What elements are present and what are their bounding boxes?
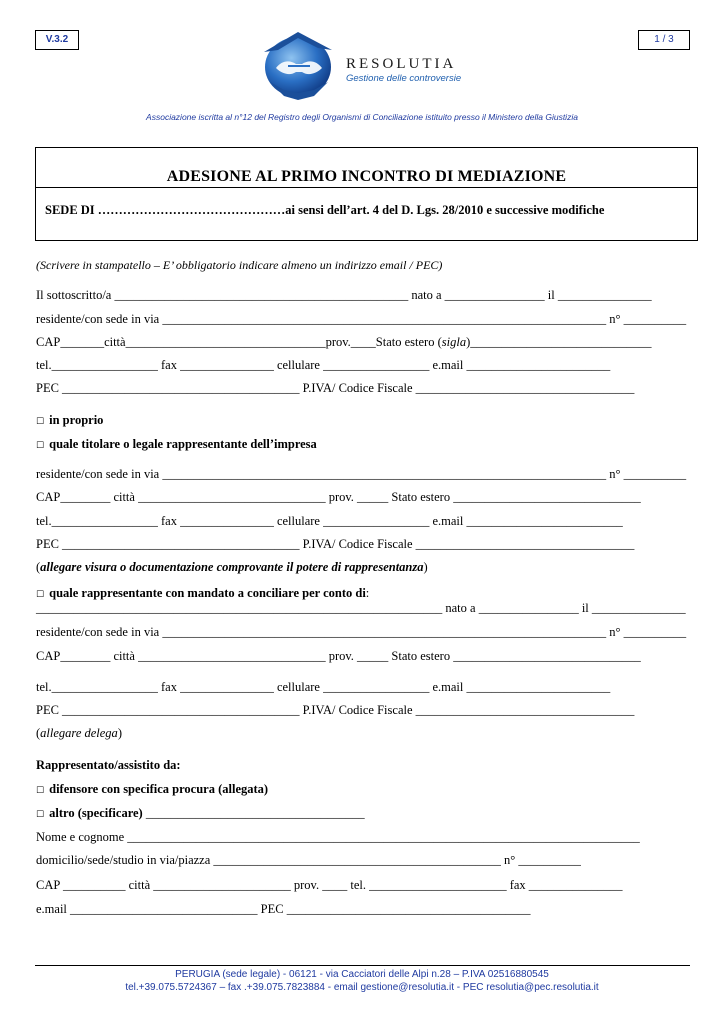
delega-note-text: allegare delega — [40, 726, 118, 740]
sigla-label: sigla — [441, 335, 467, 349]
option-other-label: altro (specificare) — [49, 806, 143, 820]
association-note: Associazione iscritta al n°12 del Registro degli Organismi di Conciliazione istituito presso il Ministero della Giustizia — [146, 112, 578, 122]
represented-residence-field[interactable]: residente/con sede in via _______________________________________________________________________ n° __________ — [36, 625, 687, 639]
assistant-name-field[interactable]: Nome e cognome __________________________________________________________________________________ — [36, 830, 640, 844]
assistant-address-field[interactable]: domicilio/sede/studio in via/piazza ______________________________________________ n° __________ — [36, 853, 581, 867]
option-own-label: in proprio — [49, 413, 104, 427]
brand-name: RESOLUTIA — [346, 56, 457, 72]
checkbox-icon[interactable]: ☐ — [36, 786, 45, 796]
residence-field[interactable]: residente/con sede in via _______________________________________________________________________ n° __________ — [36, 312, 687, 326]
option-own-behalf[interactable] — [36, 413, 103, 429]
cap-city-text: CAP_______città________________________________prov.____Stato estero ( — [36, 335, 442, 349]
option-other-line: ___________________________________ — [142, 806, 365, 820]
option-mandate-label: quale rappresentante con mandato a conciliare per conto di — [49, 586, 366, 600]
document-title: ADESIONE AL PRIMO INCONTRO DI MEDIAZIONE — [166, 168, 567, 185]
foreign-state-line: )_____________________________ — [466, 335, 652, 349]
brand-tagline: Gestione delle controversie — [346, 73, 462, 84]
checkbox-icon[interactable]: ☐ — [36, 417, 45, 427]
handshake-globe-icon — [258, 30, 340, 100]
checkbox-icon[interactable]: ☐ — [36, 441, 45, 451]
instruction-note: (Scrivere in stampatello – E’ obbligatorio indicare almeno un indirizzo email / PEC) — [36, 258, 443, 272]
option-legal-rep[interactable] — [36, 437, 317, 453]
title-box — [35, 147, 698, 241]
sede-line: SEDE DI ………………………………………ai sensi dell’art. 4 del D. Lgs. 28/2010 e successive modifiche — [45, 203, 605, 217]
page-number: 1 / 3 — [638, 30, 690, 50]
footer-divider — [35, 965, 690, 966]
company-contact-field[interactable]: tel._________________ fax _______________ cellulare _________________ e.mail _________________________ — [36, 514, 623, 528]
represented-cap-city-field[interactable]: CAP________ città ______________________________ prov. _____ Stato estero ______________________________ — [36, 649, 641, 663]
cap-city-field[interactable] — [36, 335, 652, 349]
visura-note: (allegare visura o documentazione comprovante il potere di rappresentanza) — [36, 560, 428, 574]
option-mandate[interactable]: ☐ quale rappresentante con mandato a conciliare per conto di: — [36, 586, 370, 600]
contact-field[interactable]: tel._________________ fax _______________ cellulare _________________ e.mail _______________________ — [36, 358, 611, 372]
footer-address: PERUGIA (sede legale) - 06121 - via Cacciatori delle Alpi n.28 – P.IVA 02516880545 — [175, 969, 549, 980]
option-defender-label: difensore con specifica procura (allegata) — [49, 782, 269, 796]
company-residence-field[interactable]: residente/con sede in via _______________________________________________________________________ n° __________ — [36, 467, 687, 481]
assistant-email-pec-field[interactable]: e.mail ______________________________ PEC _______________________________________ — [36, 902, 531, 916]
version-label: V.3.2 — [35, 30, 79, 50]
pec-vat-field[interactable]: PEC ______________________________________ P.IVA/ Codice Fiscale ___________________________________ — [36, 381, 635, 395]
undersigned-field[interactable]: Il sottoscritto/a _______________________________________________ nato a ________________ il _______________ — [36, 288, 652, 302]
assisted-heading: Rappresentato/assistito da: — [36, 758, 181, 772]
represented-pec-vat-field[interactable]: PEC ______________________________________ P.IVA/ Codice Fiscale ___________________________________ — [36, 703, 635, 717]
option-defender[interactable] — [36, 782, 268, 798]
company-cap-city-field[interactable]: CAP________ città ______________________________ prov. _____ Stato estero ______________________________ — [36, 490, 641, 504]
resolutia-logo — [258, 30, 478, 100]
visura-note-text: allegare visura o documentazione comprovante il potere di rappresentanza — [40, 560, 424, 574]
company-pec-vat-field[interactable]: PEC ______________________________________ P.IVA/ Codice Fiscale ___________________________________ — [36, 537, 635, 551]
assistant-cap-contact-field[interactable]: CAP __________ città ______________________ prov. ____ tel. ______________________ fax _______________ — [36, 878, 623, 892]
represented-name-field[interactable]: _________________________________________________________________ nato a ________________ il _______________ — [36, 601, 686, 615]
option-other[interactable] — [36, 806, 365, 822]
checkbox-icon[interactable]: ☐ — [36, 590, 45, 600]
delega-note: (allegare delega) — [36, 726, 122, 740]
option-legal-rep-label: quale titolare o legale rappresentante dell’impresa — [49, 437, 317, 451]
represented-contact-field[interactable]: tel._________________ fax _______________ cellulare _________________ e.mail _______________________ — [36, 680, 611, 694]
title-header — [36, 148, 697, 188]
footer-contacts: tel.+39.075.5724367 – fax .+39.075.7823884 - email gestione@resolutia.it - PEC resolutia@pec.resolutia.it — [125, 982, 599, 993]
checkbox-icon[interactable]: ☐ — [36, 810, 45, 820]
